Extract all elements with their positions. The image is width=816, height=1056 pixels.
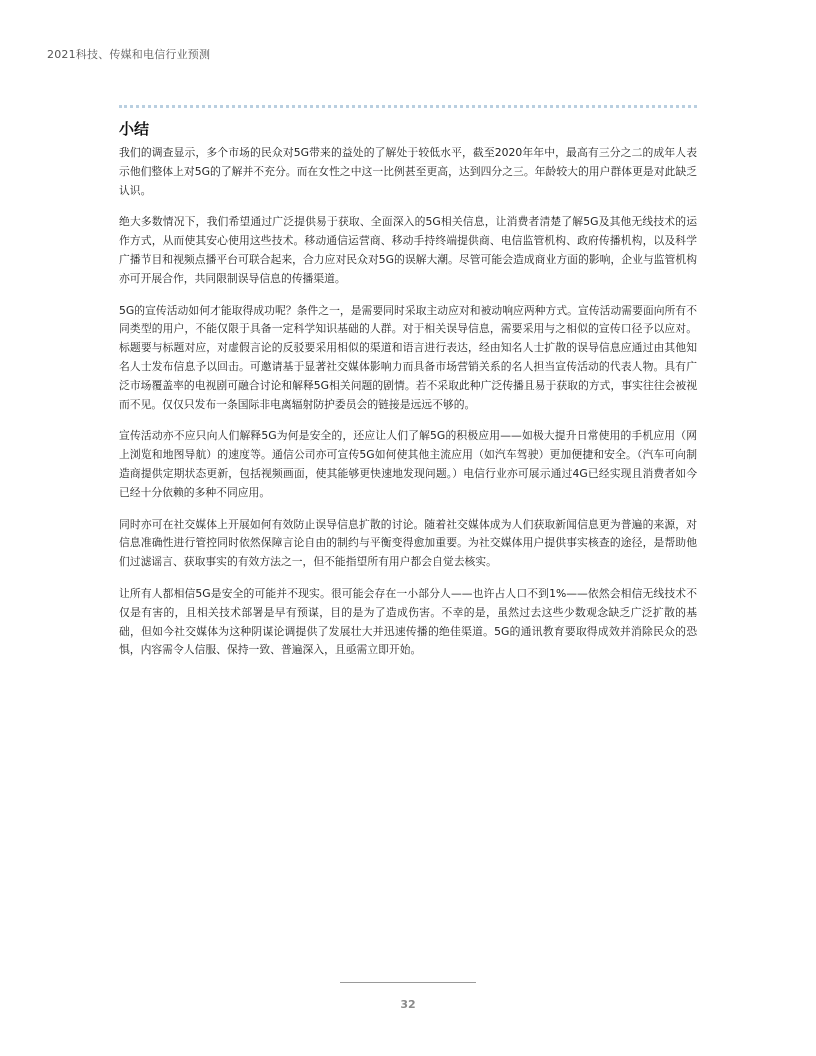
- paragraph-3: 5G的宣传活动如何才能取得成功呢？条件之一，是需要同时采取主动应对和被动响应两种方式。宣传活动需要面向所有不同类型的用户，不能仅限于具备一定科学知识基础的人群。对于相关误导信息，需要采用与之相似的宣传口径予以应对。标题要与标题对应，对虚假言论的反驳要采用相似的渠道和语言进行表达，经由知名人士扩散的误导信息应通过由其他知名人士发布信息予以回击。可邀请基于显著社交媒体影响力而具备市场营销关系的名人担当宣传活动的代表人物。具有广泛市场覆盖率的电视剧可融合讨论和解释5G相关问题的剧情。若不采取此种广泛传播且易于获取的方式，事实往往会被视而不见。仅仅只发布一条国际非电离辐射防护委员会的链接是远远不够的。: [119, 303, 697, 411]
- section-divider: [119, 105, 697, 108]
- footer-divider: [340, 982, 476, 983]
- body-text: [119, 144, 697, 673]
- paragraph-6: 让所有人都相信5G是安全的可能并不现实。很可能会存在一小部分人——也许占人口不到1%——依然会相信无线技术不仅是有害的，且相关技术部署是早有预谋，目的是为了造成伤害。不幸的是，虽然过去这些少数观念缺乏广泛扩散的基础，但如今社交媒体为这种阴谋论调提供了发展壮大并迅速传播的绝佳渠道。5G的通讯教育要取得成效并消除民众的恐惧，内容需令人信服、保持一致、普遍深入，且亟需立即开始。: [119, 586, 697, 657]
- section-title: 小结: [119, 120, 150, 138]
- paragraph-5: 同时亦可在社交媒体上开展如何有效防止误导信息扩散的讨论。随着社交媒体成为人们获取新闻信息更为普遍的来源，对信息准确性进行管控同时依然保障言论自由的制约与平衡变得愈加重要。为社交媒体用户提供事实核查的途径，是帮助他们过滤谣言、获取事实的有效方法之一，但不能指望所有用户都会自觉去核实。: [119, 517, 697, 569]
- page-number: 32: [400, 998, 416, 1011]
- paragraph-4: 宣传活动亦不应只向人们解释5G为何是安全的，还应让人们了解5G的积极应用——如极大提升日常使用的手机应用（网上浏览和地图导航）的速度等。通信公司亦可宣传5G如何使其他主流应用（如汽车驾驶）更加便捷和安全。（汽车可向制造商提供定期状态更新，包括视频画面，使其能够更快速地发现问题。）电信行业亦可展示通过4G已经实现且消费者如今已经十分依赖的多种不同应用。: [119, 429, 697, 499]
- running-header: 2021科技、传媒和电信行业预测: [47, 48, 211, 61]
- paragraph-2: 绝大多数情况下，我们希望通过广泛提供易于获取、全面深入的5G相关信息，让消费者清楚了解5G及其他无线技术的运作方式，从而使其安心使用这些技术。移动通信运营商、移动手持终端提供商、电信监管机构、政府传播机构，以及科学广播节目和视频点播平台可联合起来，合力应对民众对5G的误解大潮。尽管可能会造成商业方面的影响，企业与监管机构亦可开展合作，共同限制误导信息的传播渠道。: [119, 215, 697, 285]
- paragraph-1: 我们的调查显示，多个市场的民众对5G带来的益处的了解处于较低水平，截至2020年年中，最高有三分之二的成年人表示他们整体上对5G的了解并不充分。而在女性之中这一比例甚至更高，达到四分之三。年龄较大的用户群体更是对此缺乏认识。: [119, 146, 697, 197]
